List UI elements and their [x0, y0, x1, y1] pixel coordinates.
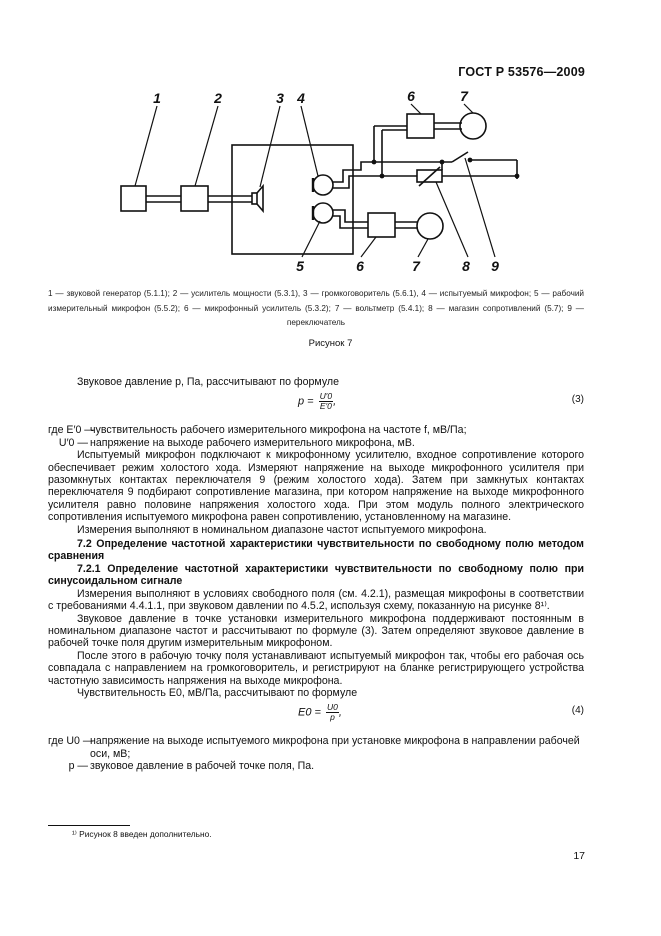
- paragraph: Звуковое давление p, Па, рассчитывают по формуле: [77, 376, 339, 388]
- label-4: 4: [297, 90, 305, 106]
- where-symbol: где U0 —: [48, 735, 94, 748]
- denominator: p: [330, 712, 335, 723]
- power-amplifier-box: [181, 186, 208, 211]
- footnote-separator: [48, 825, 130, 826]
- label-5: 5: [296, 258, 304, 274]
- where-symbol: где E′0 —: [48, 424, 95, 437]
- formula-fraction: [319, 392, 333, 411]
- generator-box: [121, 186, 146, 211]
- formula-expression: [298, 703, 342, 722]
- where-text: напряжение на выходе рабочего измерительного микрофона, мВ.: [90, 436, 415, 449]
- formula-fraction: [326, 703, 339, 722]
- formula-3: [48, 388, 584, 424]
- document-header: ГОСТ Р 53576—2009: [458, 65, 585, 79]
- main-text: [48, 376, 584, 773]
- where-text: напряжение на выходе испытуемого микрофона при установке микрофона в направлении рабочей оси, мВ;: [90, 735, 580, 760]
- label-2: 2: [214, 90, 222, 106]
- formula-comma: ,: [338, 706, 342, 719]
- where-symbol: U′0 —: [58, 436, 88, 449]
- paragraph: Измерения выполняют в условиях свободного поля (см. 4.2.1), размещая микрофоны в соответствии с требованиями 4.4.1.1, при звуковом давлении по 4.5.2, используя схему, показанную на рисунке 8¹⁾.: [48, 587, 584, 613]
- figure-caption: 1 — звуковой генератор (5.1.1); 2 — усилитель мощности (5.3.1), 3 — громкоговоритель (5.6.1), 4 — испытуемый микрофон; 5 — рабочий измерительный микрофон (5.5.2); 6 — микрофонный усилитель (5.3.2); 7 — вольтметр (5.4.1); 8 — магазин сопротивлений (5.7); 9 — переключатель: [48, 289, 584, 327]
- label-9: 9: [491, 258, 499, 274]
- measurement-circuit-diagram: [0, 0, 661, 290]
- where-list: [48, 735, 584, 772]
- voltmeter-lower: [417, 213, 443, 239]
- numerator: U0: [327, 702, 338, 713]
- paragraph: Испытуемый микрофон подключают к микрофонному усилителю, входное сопротивление которого обеспечивает режим холостого хода. Измеряют напряжение на выходе микрофонного усилителя при разомкнутых контактах переключателя 9 (режим холостого хода). Затем при замкнутых контактах переключателя 9 подбирают сопротивление магазина, при котором напряжение на выходе микрофонного усилителя равно половине напряжения холостого хода. При этом модуль полного электрического сопротивления испытуемого микрофона равен сопротивлению, установленному на магазине.: [48, 449, 584, 524]
- measurement-chamber: [232, 145, 353, 254]
- formula-lhs: E0 =: [298, 706, 321, 719]
- formula-expression: [298, 392, 336, 411]
- formula-comma: ,: [333, 395, 337, 408]
- loudspeaker-cone: [257, 186, 263, 211]
- label-7-lower: 7: [412, 258, 420, 274]
- voltmeter-upper: [460, 113, 486, 139]
- loudspeaker-body: [252, 193, 257, 204]
- test-microphone: [313, 175, 333, 195]
- where-text: звуковое давление в рабочей точке поля, Па.: [90, 760, 315, 773]
- figure-title: Рисунок 7: [308, 338, 353, 349]
- where-text: чувствительность рабочего измерительного микрофона на частоте f, мВ/Па;: [90, 424, 467, 437]
- formula-4: [48, 699, 584, 735]
- paragraph: Звуковое давление в точке установки измерительного микрофона поддерживают постоянным в номинальном диапазоне частот и рассчитывают по формуле (3). Затем определяют звуковое давление в рабочей точке поля другим измерительным микрофоном.: [48, 612, 584, 650]
- section-heading-7-2-1: 7.2.1 Определение частотной характеристики чувствительности по свободному полю при синусоидальном сигнале: [48, 562, 584, 588]
- reference-microphone: [313, 203, 333, 223]
- formula-number: (3): [571, 394, 584, 406]
- denominator: E′0: [319, 401, 332, 412]
- section-heading-7-2: 7.2 Определение частотной характеристики чувствительности по свободному полю методом сравнения: [48, 538, 584, 563]
- footnote: ¹⁾ Рисунок 8 введен дополнительно.: [72, 829, 212, 839]
- label-3: 3: [276, 90, 284, 106]
- where-list: [48, 424, 584, 449]
- paragraph: Чувствительность E0, мВ/Па, рассчитывают по формуле: [77, 686, 358, 699]
- where-symbol: p —: [68, 760, 88, 773]
- formula-number: (4): [571, 705, 584, 717]
- formula-lhs: p =: [298, 395, 314, 408]
- label-1: 1: [153, 90, 161, 106]
- paragraph: После этого в рабочую точку поля устанавливают испытуемый микрофон так, чтобы его рабочая ось совпадала с направлением на громкоговоритель, и регистрируют на бланке регистрирующего устройства частотную зависимость напряжения на выходе микрофона.: [48, 649, 584, 687]
- microphone-amplifier-upper: [407, 114, 434, 138]
- label-7-upper: 7: [460, 88, 468, 104]
- label-6-lower: 6: [356, 258, 364, 274]
- label-8: 8: [462, 258, 470, 274]
- microphone-amplifier-lower: [368, 213, 395, 237]
- page-number: 17: [573, 850, 585, 862]
- label-6-upper: 6: [407, 88, 415, 104]
- paragraph: Измерения выполняют в номинальном диапазоне частот испытуемого микрофона.: [77, 523, 487, 536]
- numerator: U′0: [319, 391, 333, 402]
